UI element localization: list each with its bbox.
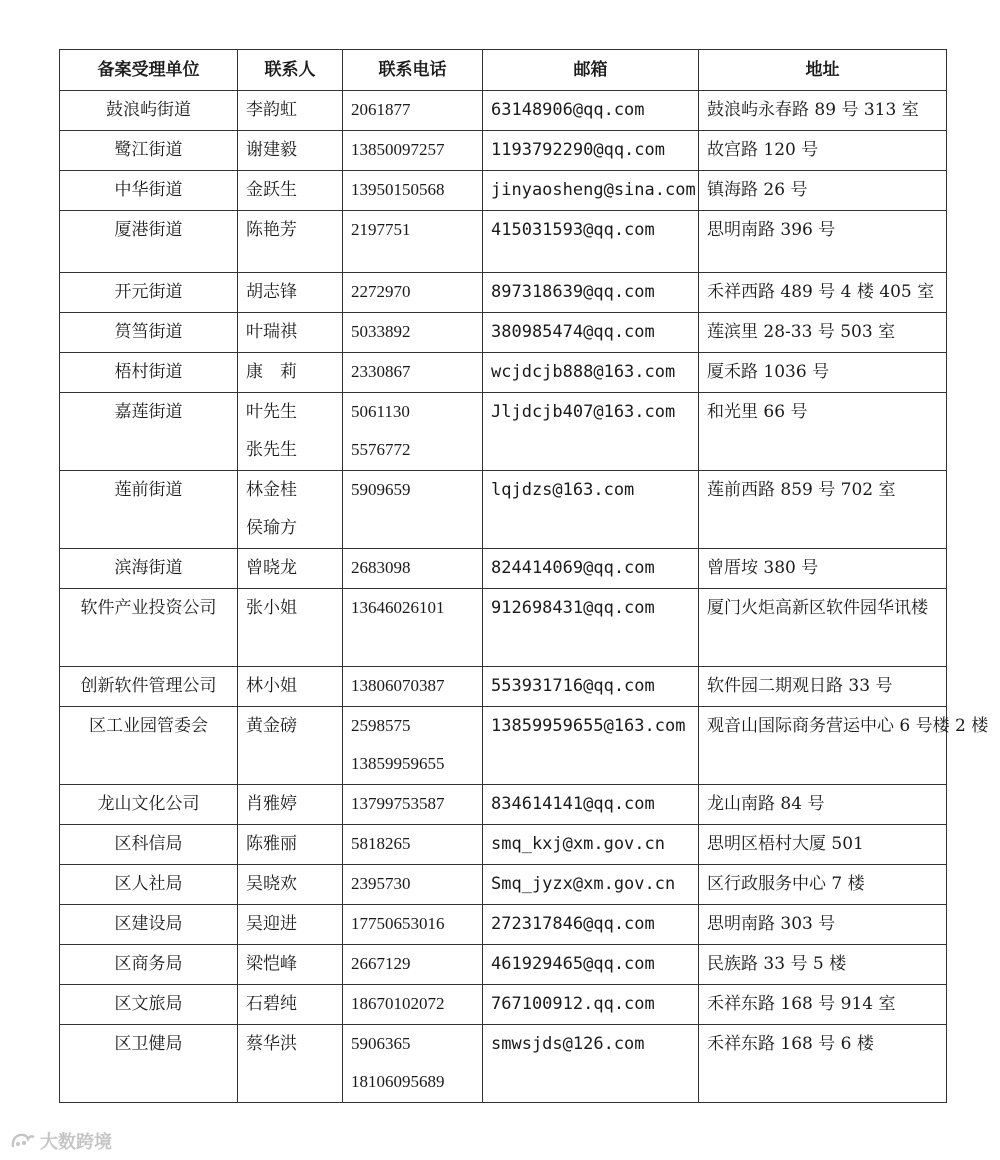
contact-cell — [238, 945, 343, 985]
contact-name: 吴晓欢 — [246, 874, 297, 894]
email-cell: 13859959655@163.com — [483, 707, 699, 785]
contact-cell — [238, 985, 343, 1025]
table-row — [60, 589, 947, 667]
phone-number: 2667129 — [351, 954, 411, 973]
phone-number: 13806070387 — [351, 676, 445, 695]
table-row — [60, 91, 947, 131]
address-cell: 莲前西路 859 号 702 室 — [699, 471, 947, 549]
contact-name: 林小姐 — [246, 676, 297, 696]
address-cell: 软件园二期观日路 33 号 — [699, 667, 947, 707]
phone-cell — [343, 211, 483, 273]
unit-cell: 滨海街道 — [60, 549, 238, 589]
phone-number: 13646026101 — [351, 598, 445, 617]
header-address: 地址 — [699, 50, 947, 91]
contact-name: 吴迎进 — [246, 914, 297, 934]
phone-number: 2598575 — [351, 716, 411, 735]
table-row — [60, 667, 947, 707]
contact-name: 康 莉 — [246, 362, 297, 382]
table-row — [60, 865, 947, 905]
unit-cell: 嘉莲街道 — [60, 393, 238, 471]
contact-cell — [238, 211, 343, 273]
email-cell: lqjdzs@163.com — [483, 471, 699, 549]
address-cell: 镇海路 26 号 — [699, 171, 947, 211]
email-cell: jinyaosheng@sina.com — [483, 171, 699, 211]
email-cell: Smq_jyzx@xm.gov.cn — [483, 865, 699, 905]
phone-cell — [343, 549, 483, 589]
phone-number: 5906365 — [351, 1034, 411, 1053]
unit-cell: 中华街道 — [60, 171, 238, 211]
contact-cell — [238, 785, 343, 825]
email-cell: 553931716@qq.com — [483, 667, 699, 707]
email-cell: 834614141@qq.com — [483, 785, 699, 825]
table-row — [60, 785, 947, 825]
address-cell: 鼓浪屿永春路 89 号 313 室 — [699, 91, 947, 131]
phone-number: 5061130 — [351, 402, 410, 421]
contact-name: 黄金磅 — [246, 716, 297, 736]
contact-name: 曾晓龙 — [246, 558, 297, 578]
address-cell: 民族路 33 号 5 楼 — [699, 945, 947, 985]
table-row — [60, 211, 947, 273]
phone-number: 2272970 — [351, 282, 411, 301]
header-contact: 联系人 — [238, 50, 343, 91]
phone-number: 18670102072 — [351, 994, 445, 1013]
address-cell: 莲滨里 28-33 号 503 室 — [699, 313, 947, 353]
contact-cell — [238, 131, 343, 171]
unit-cell: 创新软件管理公司 — [60, 667, 238, 707]
table-row — [60, 549, 947, 589]
phone-number: 13950150568 — [351, 180, 445, 199]
email-cell: wcjdcjb888@163.com — [483, 353, 699, 393]
address-cell: 和光里 66 号 — [699, 393, 947, 471]
contact-name: 侯瑜方 — [246, 518, 297, 538]
table-row — [60, 1025, 947, 1103]
unit-cell: 筼筜街道 — [60, 313, 238, 353]
phone-cell — [343, 91, 483, 131]
contact-name: 叶瑞祺 — [246, 322, 297, 342]
unit-cell: 莲前街道 — [60, 471, 238, 549]
phone-cell — [343, 353, 483, 393]
unit-cell: 区工业园管委会 — [60, 707, 238, 785]
phone-cell — [343, 985, 483, 1025]
address-cell: 龙山南路 84 号 — [699, 785, 947, 825]
phone-cell — [343, 825, 483, 865]
phone-number: 2330867 — [351, 362, 411, 381]
table-row — [60, 131, 947, 171]
address-cell: 禾祥东路 168 号 914 室 — [699, 985, 947, 1025]
contact-cell — [238, 393, 343, 471]
address-cell: 禾祥东路 168 号 6 楼 — [699, 1025, 947, 1103]
table-row — [60, 825, 947, 865]
contact-name: 蔡华洪 — [246, 1034, 297, 1054]
contact-cell — [238, 707, 343, 785]
phone-cell — [343, 707, 483, 785]
contact-cell — [238, 91, 343, 131]
table-header-row — [60, 50, 947, 91]
unit-cell: 区人社局 — [60, 865, 238, 905]
contact-cell — [238, 313, 343, 353]
address-cell: 曾厝垵 380 号 — [699, 549, 947, 589]
unit-cell: 软件产业投资公司 — [60, 589, 238, 667]
phone-number: 17750653016 — [351, 914, 445, 933]
contact-table — [59, 49, 989, 1103]
contact-name: 金跃生 — [246, 180, 297, 200]
phone-number: 2197751 — [351, 220, 411, 239]
address-cell: 厦门火炬高新区软件园华讯楼 — [699, 589, 947, 667]
email-cell: Jljdcjb407@163.com — [483, 393, 699, 471]
header-phone: 联系电话 — [343, 50, 483, 91]
contact-cell — [238, 353, 343, 393]
contact-cell — [238, 589, 343, 667]
unit-cell: 鹭江街道 — [60, 131, 238, 171]
phone-cell — [343, 1025, 483, 1103]
table-row — [60, 273, 947, 313]
table-body — [60, 91, 989, 1103]
phone-cell — [343, 273, 483, 313]
contact-name: 胡志锋 — [246, 282, 297, 302]
table-row — [60, 171, 947, 211]
contact-name: 李韵虹 — [246, 100, 297, 120]
unit-cell: 梧村街道 — [60, 353, 238, 393]
email-cell: smq_kxj@xm.gov.cn — [483, 825, 699, 865]
header-email: 邮箱 — [483, 50, 699, 91]
phone-cell — [343, 131, 483, 171]
address-cell: 思明南路 303 号 — [699, 905, 947, 945]
phone-cell — [343, 171, 483, 211]
address-cell: 故宫路 120 号 — [699, 131, 947, 171]
table-row — [60, 471, 947, 549]
contact-name: 陈艳芳 — [246, 220, 297, 240]
email-cell: 1193792290@qq.com — [483, 131, 699, 171]
phone-cell — [343, 905, 483, 945]
phone-number: 2683098 — [351, 558, 411, 577]
contact-cell — [238, 273, 343, 313]
unit-cell: 厦港街道 — [60, 211, 238, 273]
phone-cell — [343, 667, 483, 707]
email-cell: 415031593@qq.com — [483, 211, 699, 273]
unit-cell: 区卫健局 — [60, 1025, 238, 1103]
watermark-text: 大数跨境 — [40, 1132, 112, 1153]
address-cell: 思明区梧村大厦 501 — [699, 825, 947, 865]
phone-number: 5576772 — [351, 440, 411, 459]
phone-cell — [343, 945, 483, 985]
brand-logo-icon — [10, 1131, 36, 1151]
watermark — [10, 1128, 112, 1154]
contact-cell — [238, 471, 343, 549]
phone-number: 2061877 — [351, 100, 411, 119]
contact-cell — [238, 171, 343, 211]
unit-cell: 区建设局 — [60, 905, 238, 945]
table-row — [60, 985, 947, 1025]
phone-cell — [343, 313, 483, 353]
contact-name: 石碧纯 — [246, 994, 297, 1014]
phone-number: 5909659 — [351, 480, 411, 499]
contact-name: 谢建毅 — [246, 140, 297, 160]
unit-cell: 区科信局 — [60, 825, 238, 865]
phone-number: 13799753587 — [351, 794, 445, 813]
email-cell: 272317846@qq.com — [483, 905, 699, 945]
contact-name: 张小姐 — [246, 598, 297, 618]
phone-number: 13850097257 — [351, 140, 445, 159]
email-cell: 824414069@qq.com — [483, 549, 699, 589]
unit-cell: 龙山文化公司 — [60, 785, 238, 825]
contact-cell — [238, 667, 343, 707]
email-cell: 912698431@qq.com — [483, 589, 699, 667]
email-cell: 380985474@qq.com — [483, 313, 699, 353]
phone-number: 18106095689 — [351, 1072, 445, 1091]
phone-number: 5033892 — [351, 322, 411, 341]
contact-name: 张先生 — [246, 440, 297, 460]
contact-name: 林金桂 — [246, 480, 297, 500]
phone-cell — [343, 471, 483, 549]
phone-cell — [343, 393, 483, 471]
contact-cell — [238, 549, 343, 589]
table-row — [60, 945, 947, 985]
address-cell: 厦禾路 1036 号 — [699, 353, 947, 393]
phone-number: 13859959655 — [351, 754, 445, 773]
email-cell: 767100912.qq.com — [483, 985, 699, 1025]
contact-cell — [238, 1025, 343, 1103]
email-cell: 897318639@qq.com — [483, 273, 699, 313]
table-row — [60, 393, 947, 471]
table-row — [60, 353, 947, 393]
phone-cell — [343, 785, 483, 825]
phone-number: 5818265 — [351, 834, 411, 853]
unit-cell: 区商务局 — [60, 945, 238, 985]
email-cell: smwsjds@126.com — [483, 1025, 699, 1103]
email-cell: 63148906@qq.com — [483, 91, 699, 131]
header-unit: 备案受理单位 — [60, 50, 238, 91]
table-row — [60, 905, 947, 945]
phone-cell — [343, 589, 483, 667]
contact-name: 肖雅婷 — [246, 794, 297, 814]
address-cell: 观音山国际商务营运中心 6 号楼 2 楼 — [699, 707, 947, 785]
table-row — [60, 707, 947, 785]
unit-cell: 开元街道 — [60, 273, 238, 313]
contact-cell — [238, 865, 343, 905]
contact-name: 陈雅丽 — [246, 834, 297, 854]
contact-cell — [238, 825, 343, 865]
table-row — [60, 313, 947, 353]
unit-cell: 区文旅局 — [60, 985, 238, 1025]
contact-name: 叶先生 — [246, 402, 297, 422]
phone-cell — [343, 865, 483, 905]
contact-cell — [238, 905, 343, 945]
address-cell: 禾祥西路 489 号 4 楼 405 室 — [699, 273, 947, 313]
address-cell: 区行政服务中心 7 楼 — [699, 865, 947, 905]
phone-number: 2395730 — [351, 874, 411, 893]
contact-name: 梁恺峰 — [246, 954, 297, 974]
address-cell: 思明南路 396 号 — [699, 211, 947, 273]
email-cell: 461929465@qq.com — [483, 945, 699, 985]
unit-cell: 鼓浪屿街道 — [60, 91, 238, 131]
